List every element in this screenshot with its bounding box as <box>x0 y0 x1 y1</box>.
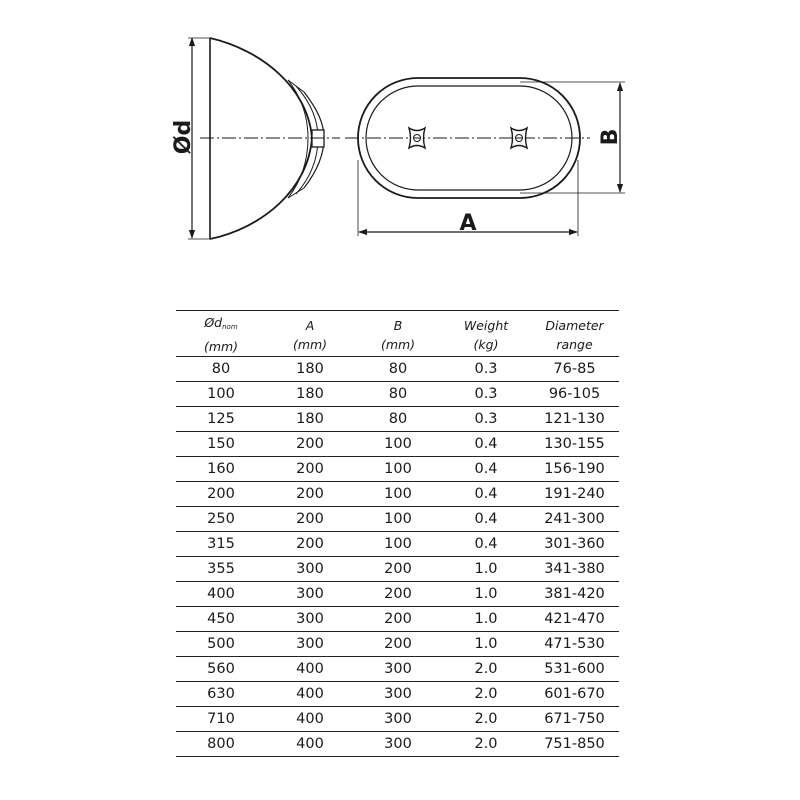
cell-od-nom: 800 <box>176 732 266 757</box>
cell-a: 400 <box>266 707 354 732</box>
cell-weight: 2.0 <box>442 732 530 757</box>
side-view <box>188 38 340 239</box>
cell-a: 300 <box>266 632 354 657</box>
cell-diameter-range: 130-155 <box>530 432 619 457</box>
knob-right <box>511 128 527 148</box>
header-od-nom: $Ød_{nom}$ (mm) <box>176 311 266 357</box>
cell-a: 400 <box>266 657 354 682</box>
knob-left <box>409 128 425 148</box>
cell-diameter-range: 301-360 <box>530 532 619 557</box>
cell-weight: 1.0 <box>442 632 530 657</box>
cell-weight: 1.0 <box>442 557 530 582</box>
table-row <box>176 657 619 682</box>
cell-b: 100 <box>354 532 442 557</box>
cell-a: 180 <box>266 382 354 407</box>
cell-weight: 2.0 <box>442 657 530 682</box>
cell-weight: 0.4 <box>442 507 530 532</box>
side-knob <box>312 130 324 147</box>
cell-b: 300 <box>354 707 442 732</box>
cell-diameter-range: 531-600 <box>530 657 619 682</box>
cell-diameter-range: 191-240 <box>530 482 619 507</box>
cell-diameter-range: 751-850 <box>530 732 619 757</box>
cell-diameter-range: 601-670 <box>530 682 619 707</box>
header-weight: Weight (kg) <box>442 311 530 357</box>
a-dimension-label: A <box>459 211 477 236</box>
cell-a: 300 <box>266 582 354 607</box>
cell-b: 100 <box>354 457 442 482</box>
cell-od-nom: 355 <box>176 557 266 582</box>
cell-diameter-range: 381-420 <box>530 582 619 607</box>
cell-b: 100 <box>354 432 442 457</box>
cell-a: 200 <box>266 507 354 532</box>
table-row <box>176 607 619 632</box>
dimensions-table <box>176 310 619 757</box>
cell-weight: 0.3 <box>442 357 530 382</box>
cell-b: 80 <box>354 382 442 407</box>
cell-a: 300 <box>266 557 354 582</box>
table-row <box>176 432 619 457</box>
cell-od-nom: 200 <box>176 482 266 507</box>
cell-od-nom: 100 <box>176 382 266 407</box>
cell-a: 400 <box>266 732 354 757</box>
cell-od-nom: 80 <box>176 357 266 382</box>
cell-weight: 0.4 <box>442 482 530 507</box>
table-row <box>176 382 619 407</box>
cell-b: 200 <box>354 607 442 632</box>
b-dimension-label: B <box>598 128 623 146</box>
cell-diameter-range: 156-190 <box>530 457 619 482</box>
cell-a: 200 <box>266 457 354 482</box>
cell-diameter-range: 471-530 <box>530 632 619 657</box>
table-row <box>176 557 619 582</box>
cell-od-nom: 160 <box>176 457 266 482</box>
cell-a: 400 <box>266 682 354 707</box>
table-row <box>176 732 619 757</box>
cell-b: 300 <box>354 732 442 757</box>
header-b: B (mm) <box>354 311 442 357</box>
technical-drawing <box>0 0 800 260</box>
table-row <box>176 482 619 507</box>
table-row <box>176 532 619 557</box>
cell-b: 80 <box>354 357 442 382</box>
cell-diameter-range: 121-130 <box>530 407 619 432</box>
cell-od-nom: 630 <box>176 682 266 707</box>
cell-a: 180 <box>266 407 354 432</box>
cell-diameter-range: 341-380 <box>530 557 619 582</box>
cell-b: 100 <box>354 482 442 507</box>
cell-od-nom: 250 <box>176 507 266 532</box>
cell-diameter-range: 671-750 <box>530 707 619 732</box>
table-row <box>176 582 619 607</box>
cell-od-nom: 500 <box>176 632 266 657</box>
header-a: A (mm) <box>266 311 354 357</box>
cell-weight: 0.3 <box>442 382 530 407</box>
cell-b: 200 <box>354 557 442 582</box>
cell-weight: 2.0 <box>442 707 530 732</box>
table-header-row <box>176 311 619 357</box>
cell-diameter-range: 76-85 <box>530 357 619 382</box>
od-dimension-label: Ød <box>171 119 196 155</box>
cell-b: 300 <box>354 657 442 682</box>
cell-b: 200 <box>354 582 442 607</box>
cell-weight: 0.4 <box>442 432 530 457</box>
table-row <box>176 682 619 707</box>
cell-weight: 1.0 <box>442 582 530 607</box>
cell-a: 180 <box>266 357 354 382</box>
cell-weight: 2.0 <box>442 682 530 707</box>
cell-weight: 1.0 <box>442 607 530 632</box>
cell-weight: 0.3 <box>442 407 530 432</box>
cell-od-nom: 125 <box>176 407 266 432</box>
table-row <box>176 507 619 532</box>
cell-diameter-range: 96-105 <box>530 382 619 407</box>
table-row <box>176 457 619 482</box>
table-row <box>176 407 619 432</box>
table-row <box>176 357 619 382</box>
cell-weight: 0.4 <box>442 532 530 557</box>
cell-od-nom: 450 <box>176 607 266 632</box>
cell-weight: 0.4 <box>442 457 530 482</box>
cell-a: 200 <box>266 482 354 507</box>
table-row <box>176 707 619 732</box>
cell-diameter-range: 241-300 <box>530 507 619 532</box>
cell-od-nom: 710 <box>176 707 266 732</box>
cell-a: 300 <box>266 607 354 632</box>
cell-a: 200 <box>266 532 354 557</box>
table-row <box>176 632 619 657</box>
front-view <box>345 78 625 236</box>
cell-b: 80 <box>354 407 442 432</box>
cell-od-nom: 150 <box>176 432 266 457</box>
cell-od-nom: 400 <box>176 582 266 607</box>
header-diameter-range: Diameter range <box>530 311 619 357</box>
cell-od-nom: 560 <box>176 657 266 682</box>
cell-diameter-range: 421-470 <box>530 607 619 632</box>
cell-b: 300 <box>354 682 442 707</box>
cell-b: 100 <box>354 507 442 532</box>
cell-b: 200 <box>354 632 442 657</box>
cell-a: 200 <box>266 432 354 457</box>
cap-dome <box>210 38 312 239</box>
cell-od-nom: 315 <box>176 532 266 557</box>
